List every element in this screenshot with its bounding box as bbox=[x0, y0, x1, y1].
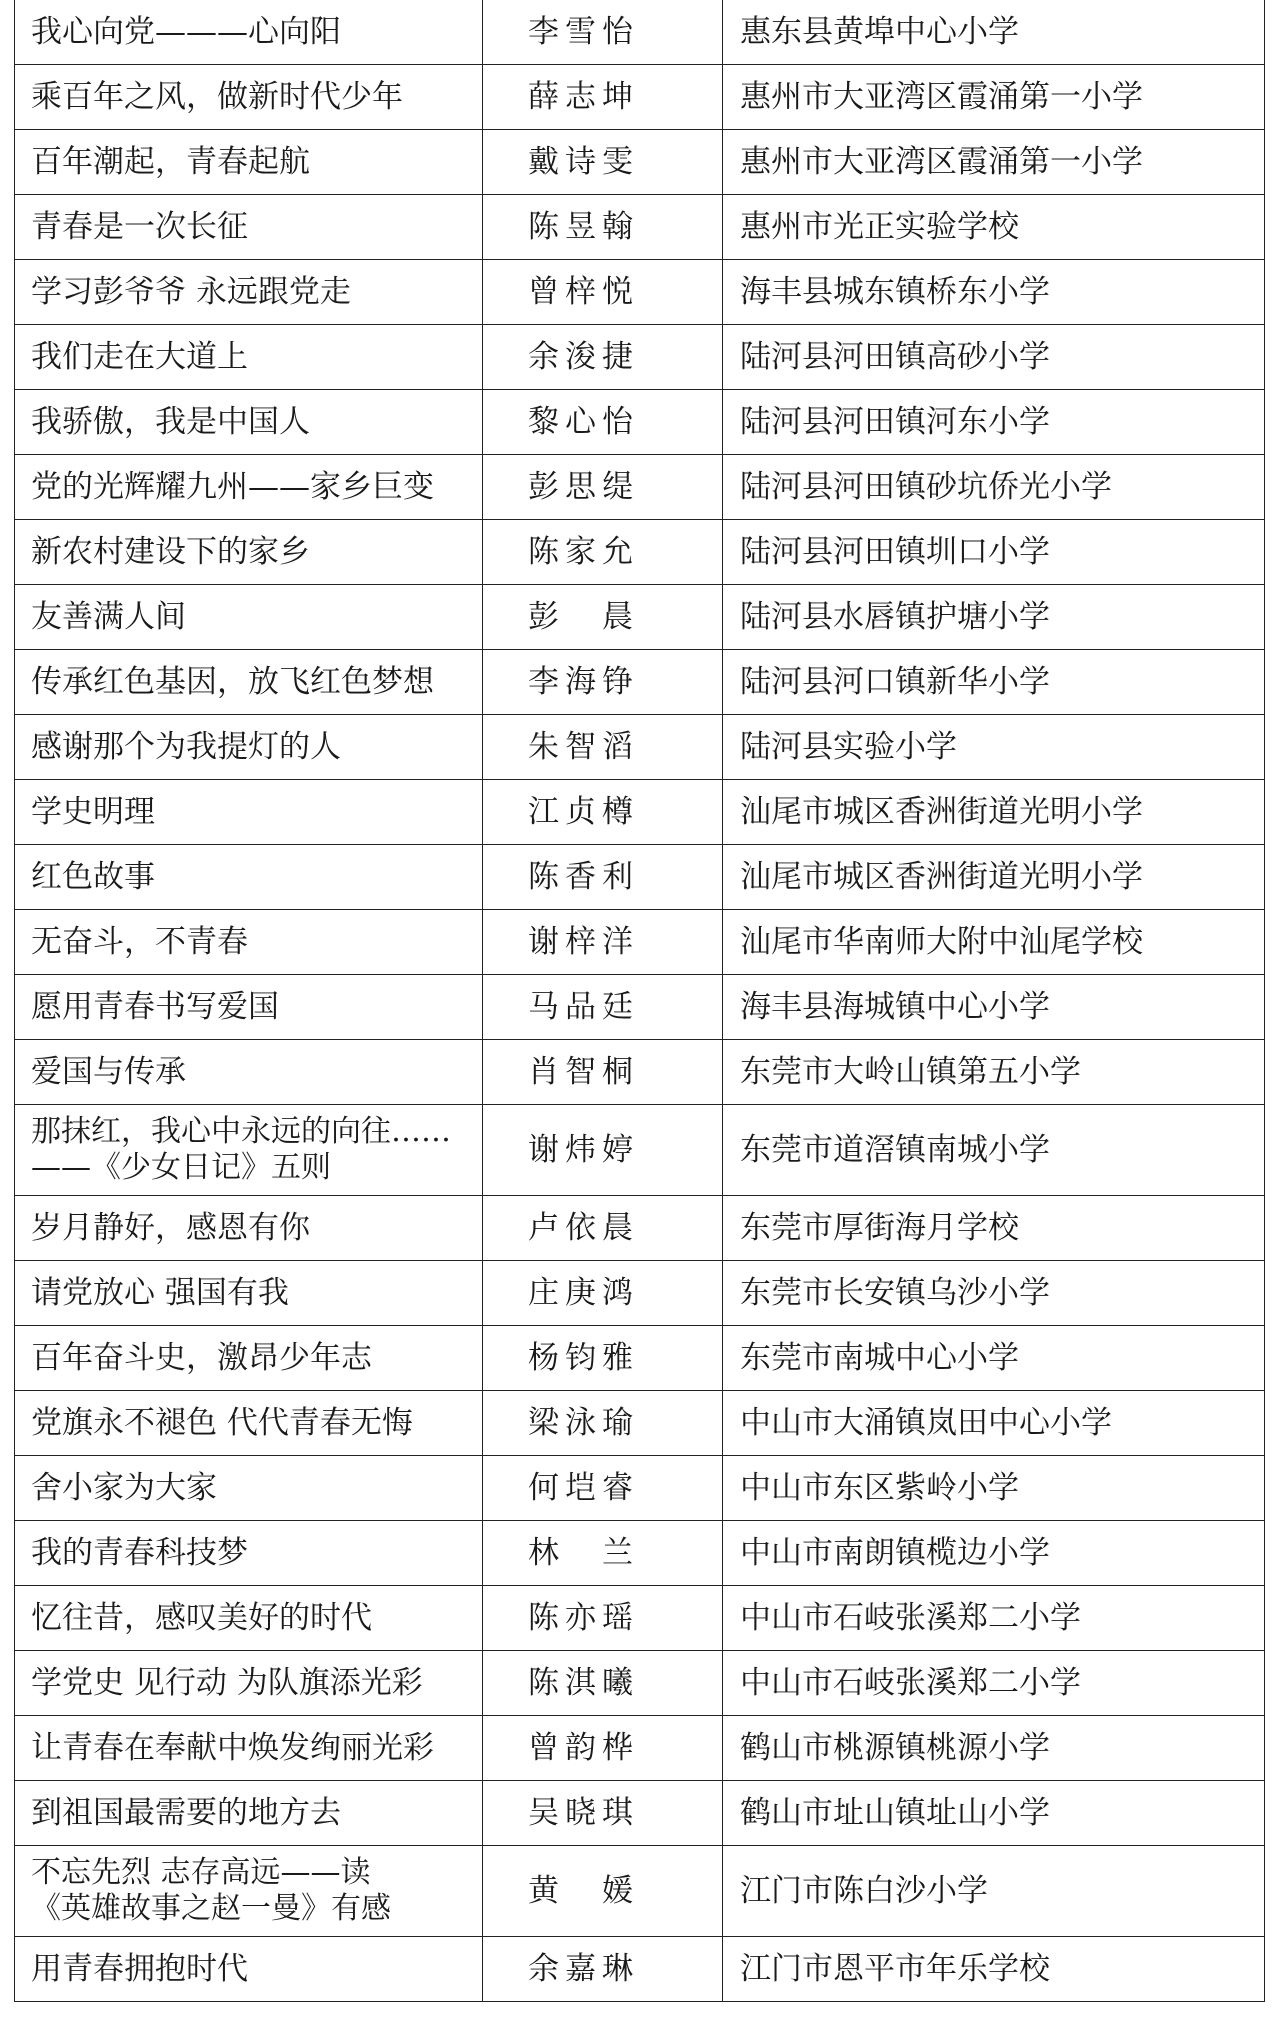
author-name-cell: 陈家允 bbox=[483, 520, 723, 585]
school-name-cell: 陆河县水唇镇护塘小学 bbox=[723, 585, 1265, 650]
author-name-cell: 余浚捷 bbox=[483, 325, 723, 390]
school-name-cell: 中山市石岐张溪郑二小学 bbox=[723, 1651, 1265, 1716]
table-row bbox=[15, 975, 1265, 1040]
table-row bbox=[15, 585, 1265, 650]
entry-title-cell: 党的光辉耀九州——家乡巨变 bbox=[15, 455, 483, 520]
table-row bbox=[15, 1846, 1265, 1937]
table-row bbox=[15, 715, 1265, 780]
table-row bbox=[15, 1261, 1265, 1326]
author-name-cell: 肖智桐 bbox=[483, 1040, 723, 1105]
school-name-cell: 汕尾市城区香洲街道光明小学 bbox=[723, 845, 1265, 910]
school-name-cell: 陆河县河田镇河东小学 bbox=[723, 390, 1265, 455]
table-row bbox=[15, 520, 1265, 585]
table-row bbox=[15, 1040, 1265, 1105]
table-row bbox=[15, 195, 1265, 260]
school-name-cell: 陆河县实验小学 bbox=[723, 715, 1265, 780]
entry-title-cell: 我们走在大道上 bbox=[15, 325, 483, 390]
entry-title-cell: 忆往昔，感叹美好的时代 bbox=[15, 1586, 483, 1651]
school-name-cell: 中山市南朗镇榄边小学 bbox=[723, 1521, 1265, 1586]
table-row bbox=[15, 910, 1265, 975]
author-name-cell: 陈淇曦 bbox=[483, 1651, 723, 1716]
entry-title-cell: 舍小家为大家 bbox=[15, 1456, 483, 1521]
entry-title-cell: 感谢那个为我提灯的人 bbox=[15, 715, 483, 780]
school-name-cell: 东莞市大岭山镇第五小学 bbox=[723, 1040, 1265, 1105]
school-name-cell: 汕尾市华南师大附中汕尾学校 bbox=[723, 910, 1265, 975]
author-name-cell: 曾韵桦 bbox=[483, 1716, 723, 1781]
table-row bbox=[15, 845, 1265, 910]
entry-title-cell: 无奋斗，不青春 bbox=[15, 910, 483, 975]
school-name-cell: 中山市东区紫岭小学 bbox=[723, 1456, 1265, 1521]
table-row bbox=[15, 1521, 1265, 1586]
entry-title-cell: 不忘先烈 志存高远——读 《英雄故事之赵一曼》有感 bbox=[15, 1846, 483, 1937]
author-name-cell: 谢炜婷 bbox=[483, 1105, 723, 1196]
entry-title-cell: 我骄傲，我是中国人 bbox=[15, 390, 483, 455]
table-row bbox=[15, 390, 1265, 455]
author-name-cell: 黄 媛 bbox=[483, 1846, 723, 1937]
author-name-cell: 谢梓洋 bbox=[483, 910, 723, 975]
school-name-cell: 江门市恩平市年乐学校 bbox=[723, 1937, 1265, 2002]
school-name-cell: 东莞市厚街海月学校 bbox=[723, 1196, 1265, 1261]
table-row bbox=[15, 1105, 1265, 1196]
entry-title-cell: 那抹红，我心中永远的向往…… ——《少女日记》五则 bbox=[15, 1105, 483, 1196]
author-name-cell: 彭思缇 bbox=[483, 455, 723, 520]
table-row bbox=[15, 1651, 1265, 1716]
entry-title-cell: 新农村建设下的家乡 bbox=[15, 520, 483, 585]
school-name-cell: 江门市陈白沙小学 bbox=[723, 1846, 1265, 1937]
school-name-cell: 陆河县河田镇砂坑侨光小学 bbox=[723, 455, 1265, 520]
entry-title-cell: 青春是一次长征 bbox=[15, 195, 483, 260]
entry-title-cell: 我的青春科技梦 bbox=[15, 1521, 483, 1586]
entry-title-cell: 友善满人间 bbox=[15, 585, 483, 650]
entry-title-cell: 爱国与传承 bbox=[15, 1040, 483, 1105]
entry-title-cell: 党旗永不褪色 代代青春无悔 bbox=[15, 1391, 483, 1456]
school-name-cell: 海丰县海城镇中心小学 bbox=[723, 975, 1265, 1040]
entry-title-cell: 百年潮起，青春起航 bbox=[15, 130, 483, 195]
table-row bbox=[15, 1937, 1265, 2002]
entry-title-cell: 学史明理 bbox=[15, 780, 483, 845]
author-name-cell: 卢依晨 bbox=[483, 1196, 723, 1261]
entry-title-cell: 我心向党———心向阳 bbox=[15, 0, 483, 65]
table-row bbox=[15, 650, 1265, 715]
table-row bbox=[15, 1781, 1265, 1846]
table-row bbox=[15, 455, 1265, 520]
author-name-cell: 薛志坤 bbox=[483, 65, 723, 130]
author-name-cell: 江贞樽 bbox=[483, 780, 723, 845]
author-name-cell: 何垲睿 bbox=[483, 1456, 723, 1521]
school-name-cell: 东莞市道滘镇南城小学 bbox=[723, 1105, 1265, 1196]
school-name-cell: 中山市石岐张溪郑二小学 bbox=[723, 1586, 1265, 1651]
school-name-cell: 陆河县河口镇新华小学 bbox=[723, 650, 1265, 715]
school-name-cell: 东莞市南城中心小学 bbox=[723, 1326, 1265, 1391]
entry-title-cell: 传承红色基因，放飞红色梦想 bbox=[15, 650, 483, 715]
school-name-cell: 东莞市长安镇乌沙小学 bbox=[723, 1261, 1265, 1326]
author-name-cell: 林 兰 bbox=[483, 1521, 723, 1586]
school-name-cell: 中山市大涌镇岚田中心小学 bbox=[723, 1391, 1265, 1456]
table-row bbox=[15, 325, 1265, 390]
entry-title-cell: 学习彭爷爷 永远跟党走 bbox=[15, 260, 483, 325]
table-row bbox=[15, 1586, 1265, 1651]
author-name-cell: 庄庚鸿 bbox=[483, 1261, 723, 1326]
table-row bbox=[15, 1391, 1265, 1456]
author-name-cell: 朱智滔 bbox=[483, 715, 723, 780]
school-name-cell: 鹤山市址山镇址山小学 bbox=[723, 1781, 1265, 1846]
school-name-cell: 惠州市光正实验学校 bbox=[723, 195, 1265, 260]
entry-title-cell: 学党史 见行动 为队旗添光彩 bbox=[15, 1651, 483, 1716]
table-row bbox=[15, 0, 1265, 65]
author-name-cell: 梁泳瑜 bbox=[483, 1391, 723, 1456]
school-name-cell: 汕尾市城区香洲街道光明小学 bbox=[723, 780, 1265, 845]
author-name-cell: 杨钧雅 bbox=[483, 1326, 723, 1391]
author-name-cell: 陈亦瑶 bbox=[483, 1586, 723, 1651]
author-name-cell: 余嘉琳 bbox=[483, 1937, 723, 2002]
author-name-cell: 曾梓悦 bbox=[483, 260, 723, 325]
author-name-cell: 吴晓琪 bbox=[483, 1781, 723, 1846]
school-name-cell: 惠州市大亚湾区霞涌第一小学 bbox=[723, 130, 1265, 195]
table-body bbox=[15, 0, 1265, 2002]
author-name-cell: 黎心怡 bbox=[483, 390, 723, 455]
table-row bbox=[15, 260, 1265, 325]
entry-title-cell: 用青春拥抱时代 bbox=[15, 1937, 483, 2002]
entry-title-cell: 百年奋斗史，激昂少年志 bbox=[15, 1326, 483, 1391]
entry-title-cell: 愿用青春书写爱国 bbox=[15, 975, 483, 1040]
table-row bbox=[15, 780, 1265, 845]
table-row bbox=[15, 1456, 1265, 1521]
entry-title-cell: 红色故事 bbox=[15, 845, 483, 910]
author-name-cell: 陈昱翰 bbox=[483, 195, 723, 260]
entry-title-cell: 岁月静好，感恩有你 bbox=[15, 1196, 483, 1261]
school-name-cell: 陆河县河田镇圳口小学 bbox=[723, 520, 1265, 585]
entry-title-cell: 到祖国最需要的地方去 bbox=[15, 1781, 483, 1846]
school-name-cell: 惠东县黄埠中心小学 bbox=[723, 0, 1265, 65]
table-row bbox=[15, 1326, 1265, 1391]
table-row bbox=[15, 65, 1265, 130]
entry-title-cell: 让青春在奉献中焕发绚丽光彩 bbox=[15, 1716, 483, 1781]
school-name-cell: 海丰县城东镇桥东小学 bbox=[723, 260, 1265, 325]
table-row bbox=[15, 1196, 1265, 1261]
table-row bbox=[15, 1716, 1265, 1781]
author-name-cell: 李海铮 bbox=[483, 650, 723, 715]
author-name-cell: 彭 晨 bbox=[483, 585, 723, 650]
table-row bbox=[15, 130, 1265, 195]
entry-title-cell: 乘百年之风，做新时代少年 bbox=[15, 65, 483, 130]
author-name-cell: 戴诗雯 bbox=[483, 130, 723, 195]
author-name-cell: 陈香利 bbox=[483, 845, 723, 910]
school-name-cell: 陆河县河田镇高砂小学 bbox=[723, 325, 1265, 390]
author-name-cell: 李雪怡 bbox=[483, 0, 723, 65]
award-list-table bbox=[14, 0, 1265, 2002]
author-name-cell: 马品廷 bbox=[483, 975, 723, 1040]
school-name-cell: 鹤山市桃源镇桃源小学 bbox=[723, 1716, 1265, 1781]
entry-title-cell: 请党放心 强国有我 bbox=[15, 1261, 483, 1326]
school-name-cell: 惠州市大亚湾区霞涌第一小学 bbox=[723, 65, 1265, 130]
